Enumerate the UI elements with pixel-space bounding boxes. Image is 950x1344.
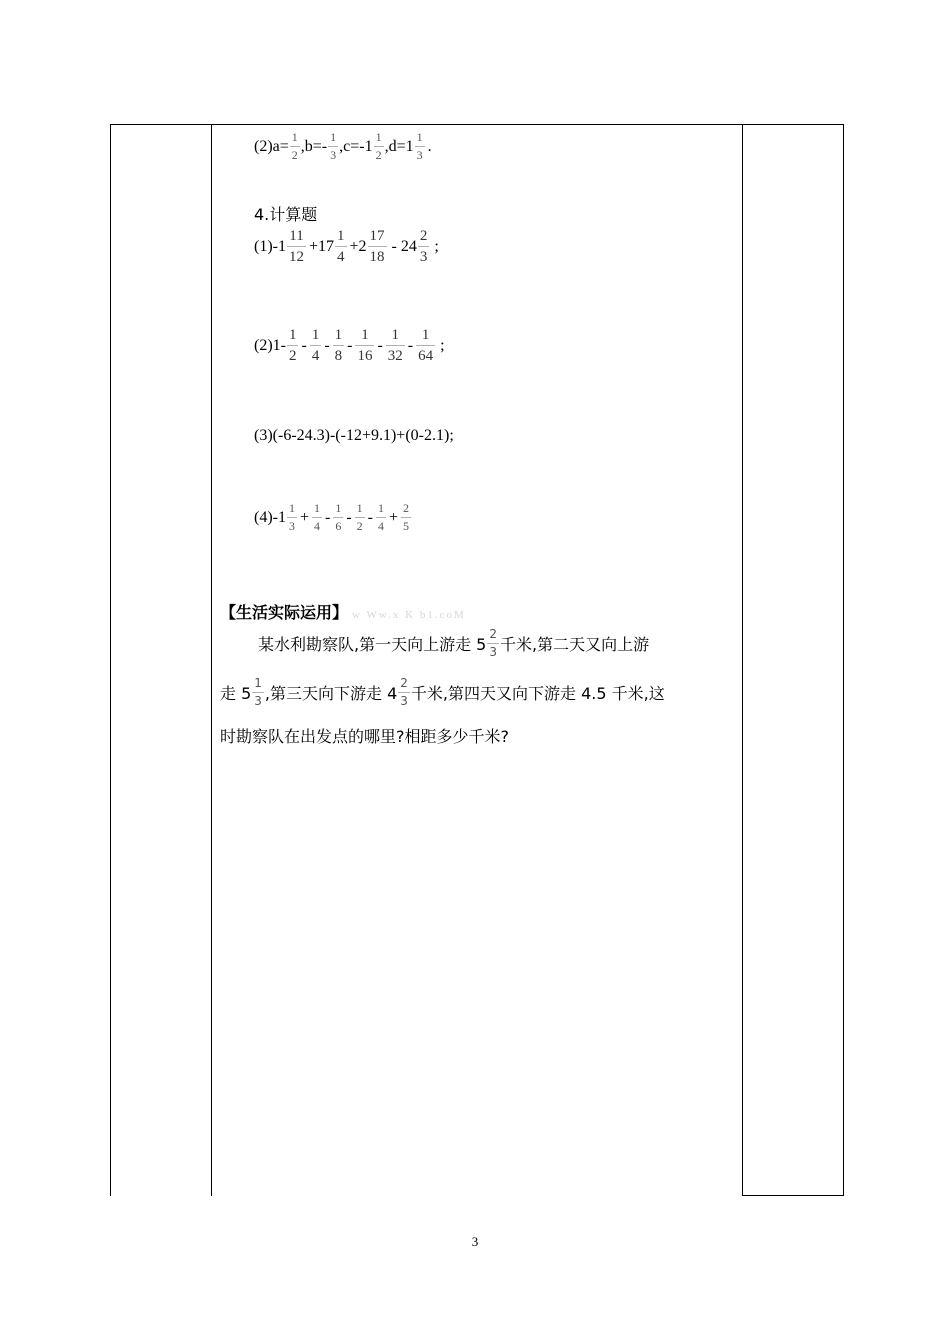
exercise-3-part-2: (2)a= $\frac{1}{2}$ ,b=- $\frac{1}{3}$ ,c=-1 $\frac{1}{2}$ ,d=1 $\frac{1}{3}$ . xyxy=(254,130,432,162)
fraction: $\frac{1}{3}$ xyxy=(416,130,423,162)
fraction: $\frac{1}{3}$ xyxy=(330,130,337,162)
fraction: $\frac{1}{4}$ xyxy=(311,327,320,364)
fraction: $\frac{17}{18}$ xyxy=(369,228,385,265)
exercise-4-problem-3: (3)(-6-24.3)-(-12+9.1)+(0-2.1); xyxy=(254,427,454,444)
fraction: $\frac{1}{8}$ xyxy=(334,327,343,364)
page-number: 3 xyxy=(471,1234,479,1249)
fraction: $\frac{1}{64}$ xyxy=(418,327,434,364)
column-divider-right xyxy=(742,124,743,1196)
fraction: $\frac{1}{16}$ xyxy=(357,327,373,364)
exercise-4-title: 4.计算题 xyxy=(254,205,318,224)
word-problem-line-3: 时勘察队在出发点的哪里?相距多少千米? xyxy=(220,727,509,746)
fraction: $\frac{1}{3}$ xyxy=(254,676,262,708)
fraction: $\frac{1}{4}$ xyxy=(378,501,384,533)
fraction: $\frac{1}{4}$ xyxy=(314,501,321,533)
fraction: $\frac{1}{4}$ xyxy=(337,228,345,265)
fraction: $\frac{1}{3}$ xyxy=(288,501,295,533)
word-problem-line-1: 某水利勘察队,第一天向上游走 5 $\frac{2}{3}$ 千米,第二天又向上游 xyxy=(258,627,650,659)
fraction: $\frac{2}{3}$ xyxy=(419,228,428,265)
fraction: $\frac{2}{3}$ xyxy=(489,627,497,659)
exercise-4-problem-2: (2)1- $\frac{1}{2}$ - $\frac{1}{4}$ - $\frac{1}{8}$ - $\frac{1}{16}$ - $\frac{1}{32}$ - $\frac{1}{64}$ ; xyxy=(254,327,445,364)
fraction: $\frac{11}{12}$ xyxy=(288,228,304,265)
section-heading-life-application: 【生活实际运用】 w Ww.x K b1.coM xyxy=(220,603,466,622)
fraction: $\frac{1}{32}$ xyxy=(387,327,403,364)
exercise-4-problem-1: (1)-1 $\frac{11}{12}$ +17 $\frac{1}{4}$ +2 $\frac{17}{18}$ - 24 $\frac{2}{3}$ ; xyxy=(254,228,439,265)
table-right-border xyxy=(843,124,844,1196)
fraction: $\frac{2}{3}$ xyxy=(400,676,408,708)
column-divider-left xyxy=(211,124,212,1196)
fraction: $\frac{1}{2}$ xyxy=(375,130,382,162)
fraction: $\frac{1}{2}$ xyxy=(291,130,298,162)
fraction: $\frac{1}{2}$ xyxy=(356,501,363,533)
fraction: $\frac{1}{6}$ xyxy=(335,501,342,533)
fraction: $\frac{2}{5}$ xyxy=(403,501,410,533)
watermark-text: w Ww.x K b1.coM xyxy=(352,609,466,621)
exercise-4-problem-4: (4)-1 $\frac{1}{3}$ + $\frac{1}{4}$ - $\frac{1}{6}$ - $\frac{1}{2}$ - $\frac{1}{4}$ + $\frac{2}{5}$ xyxy=(254,501,410,533)
fraction: $\frac{1}{2}$ xyxy=(288,327,297,364)
right-cell-bottom-border xyxy=(742,1195,844,1196)
table-top-border xyxy=(110,124,844,125)
word-problem-line-2: 走 5 $\frac{1}{3}$ ,第三天向下游走 4 $\frac{2}{3}$ 千米,第四天又向下游走 4.5 千米,这 xyxy=(220,676,665,708)
table-left-border xyxy=(110,124,111,1196)
